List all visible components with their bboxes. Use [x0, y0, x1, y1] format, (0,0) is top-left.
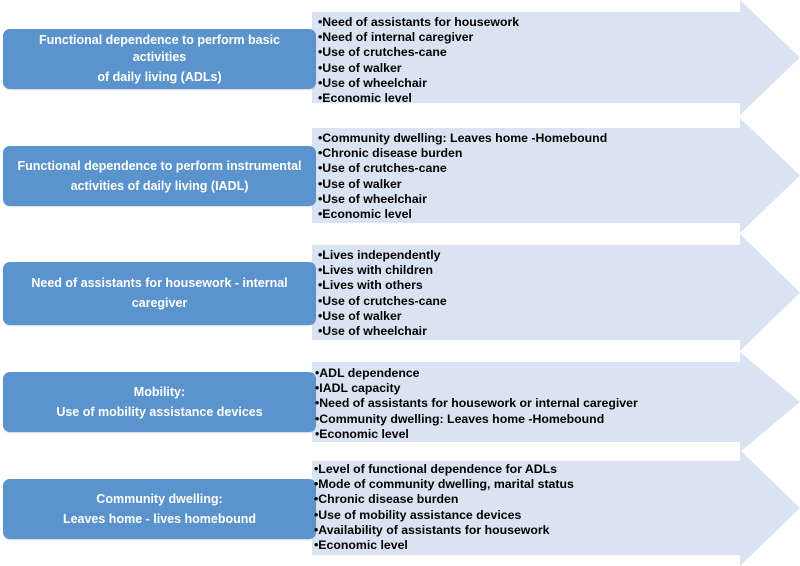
- factor-list: [318, 131, 607, 222]
- factor-list: [315, 366, 638, 442]
- list-item: •Level of functional dependence for ADLs: [314, 462, 557, 476]
- diagram-row-mobility: [0, 352, 800, 452]
- list-item: •Community dwelling: Leaves home -Homebound: [315, 411, 605, 426]
- category-box: [3, 146, 316, 206]
- factor-list: [318, 248, 447, 339]
- list-item: •Mode of community dwelling, marital status: [314, 477, 574, 492]
- factor-list: [314, 462, 574, 553]
- list-item: •Economic level: [318, 206, 412, 221]
- category-label-line: Functional dependence to perform basic activities: [38, 33, 280, 64]
- list-item: •ADL dependence: [315, 366, 420, 380]
- diagram-row-community: [0, 450, 800, 566]
- list-item: •Use of walker: [318, 308, 402, 323]
- category-label-line: Leaves home - lives homebound: [62, 511, 257, 526]
- list-item: •Need of internal caregiver: [318, 30, 474, 45]
- diagram-row-iadl: [0, 118, 800, 233]
- list-item: •Economic level: [318, 90, 412, 105]
- list-item: •Chronic disease burden: [318, 146, 463, 161]
- list-item: •Use of walker: [318, 60, 402, 75]
- list-item: •Need of assistants for housework: [318, 15, 520, 29]
- category-label-line: Need of assistants for housework - internal: [31, 276, 288, 290]
- category-label-line: caregiver: [131, 296, 188, 310]
- list-item: •Lives with others: [318, 278, 423, 293]
- category-label-line: Community dwelling:: [96, 491, 223, 506]
- category-label-line: activities of daily living (IADL): [70, 178, 249, 193]
- category-label-line: Functional dependence to perform instrumental: [17, 158, 302, 173]
- category-label: [56, 384, 262, 421]
- list-item: •Economic level: [314, 537, 408, 552]
- category-label: [17, 158, 301, 195]
- list-item: •Use of mobility assistance devices: [314, 507, 522, 522]
- category-box: [3, 479, 316, 539]
- category-box: [3, 29, 316, 89]
- list-item: •Use of wheelchair: [318, 323, 427, 338]
- category-box: [3, 372, 316, 432]
- factor-list: [318, 15, 519, 106]
- diagram-row-adl: [0, 0, 800, 115]
- category-label: [63, 491, 256, 528]
- list-item: •Use of crutches-cane: [318, 161, 447, 176]
- list-item: •Use of crutches-cane: [318, 45, 447, 60]
- list-item: •Use of wheelchair: [318, 191, 427, 206]
- category-label-line: of daily living (ADLs): [97, 70, 222, 84]
- list-item: •Availability of assistants for housework: [314, 522, 550, 537]
- category-label: [31, 275, 287, 312]
- category-label-line: Mobility:: [133, 384, 186, 399]
- list-item: •Need of assistants for housework or internal caregiver: [315, 396, 638, 411]
- category-label: [15, 32, 304, 86]
- list-item: •IADL capacity: [315, 381, 401, 396]
- list-item: •Use of wheelchair: [318, 75, 427, 90]
- category-label-line: Use of mobility assistance devices: [56, 404, 263, 419]
- list-item: •Use of walker: [318, 176, 402, 191]
- list-item: •Lives with children: [318, 263, 434, 278]
- list-item: •Chronic disease burden: [314, 492, 459, 507]
- list-item: •Economic level: [315, 426, 409, 441]
- list-item: •Lives independently: [318, 248, 441, 262]
- diagram-row-assistants: [0, 234, 800, 351]
- list-item: •Use of crutches-cane: [318, 293, 447, 308]
- list-item: •Community dwelling: Leaves home -Homebound: [318, 131, 608, 145]
- category-box: [3, 262, 316, 325]
